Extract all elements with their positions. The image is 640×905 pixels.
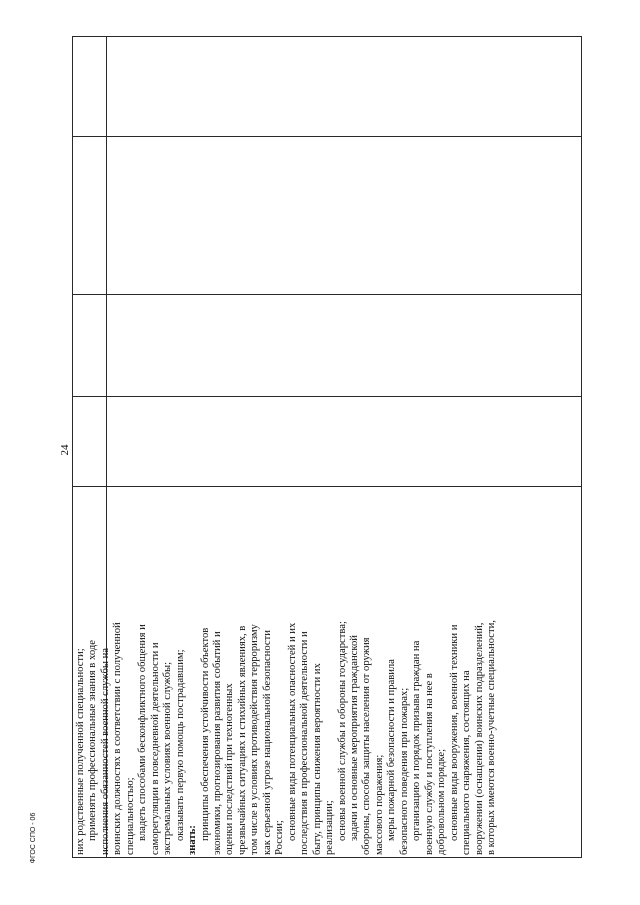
text-line: основные виды потенциальных опасностей и их: [286, 622, 298, 841]
competency-text: [75, 489, 575, 855]
text-line: военную службу и поступления на нее в: [423, 673, 435, 855]
text-line: воинских должностях в соответствии с полученной: [112, 622, 124, 855]
text-line: безопасного поведения при пожарах;: [398, 687, 410, 855]
text-line: массового поражения;: [373, 754, 385, 855]
text-line: оценки последствий при техногенных: [224, 683, 236, 855]
text-line: обороны, способы защиты населения от оружия: [361, 637, 373, 855]
text-line: экономики, прогнозирования развития событий и: [211, 631, 223, 855]
text-line: специальностью;: [124, 777, 136, 855]
footer-code: ФГОС СПО - 06: [30, 812, 37, 864]
table-row-divider-2: [72, 294, 582, 295]
text-line: России;: [274, 820, 286, 855]
text-line: задачи и основные мероприятия гражданской: [348, 635, 360, 841]
text-line: основные виды вооружения, военной техники и: [448, 624, 460, 841]
text-line: оказывать первую помощь пострадавшим;: [174, 649, 186, 841]
text-line: добровольном порядке;: [436, 748, 448, 855]
text-line: в которых имеются военно-учетные специальности,: [485, 620, 497, 855]
text-line: принципы обеспечения устойчивости объектов: [199, 627, 211, 841]
text-line: применять профессиональные знания в ходе: [87, 640, 99, 841]
table-row-divider-1: [72, 136, 582, 137]
text-line: последствия в профессиональной деятельности и: [299, 631, 311, 855]
text-line: организацию и порядок призыва граждан на: [411, 640, 423, 841]
text-line: саморегуляции в повседневной деятельности и: [149, 642, 161, 855]
text-line: как серьезной угрозе национальной безопасности: [261, 630, 273, 855]
text-line: них родственные полученной специальности;: [75, 648, 86, 855]
text-line: владеть способами бесконфликтного общения и: [137, 624, 149, 841]
competency-text-cell: [72, 486, 582, 858]
text-line: исполнения обязанностей военной службы на: [99, 647, 111, 855]
page-number: 24: [59, 444, 71, 456]
text-line: меры пожарной безопасности и правила: [386, 659, 398, 841]
text-line: специального снаряжения, состоящих на: [461, 670, 473, 855]
text-line: быту, принципы снижения вероятности их: [311, 663, 323, 855]
text-line: вооружении (оснащении) воинских подразделений,: [473, 622, 485, 855]
text-line: основы военной службы и обороны государства;: [336, 621, 348, 841]
text-line: реализации;: [324, 800, 336, 855]
text-line: чрезвычайных ситуациях и стихийных явлениях, в: [236, 625, 248, 855]
table-row-divider-3: [72, 396, 582, 397]
text-line: экстремальных условиях военной службы;: [162, 661, 174, 855]
text-line: знать:: [187, 825, 199, 855]
text-line: том числе в условиях противодействия терроризму: [249, 624, 261, 855]
